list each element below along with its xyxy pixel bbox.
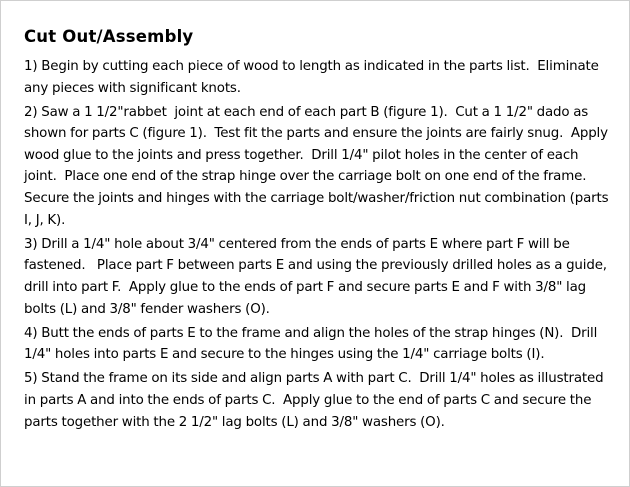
instruction-step: 4) Butt the ends of parts E to the frame and align the holes of the strap hinges (N). Drill 1/4" holes into parts E and secure to the hinges using the 1/4" carriage bolts (I). (24, 325, 602, 363)
instruction-step: 3) Drill a 1/4" hole about 3/4" centered from the ends of parts E where part F will be fastened. Place part F between parts E and using the previously drilled holes as a guide, drill into part F. Apply glue to the ends of part F and secure parts E and F with 3/8" lag bolts (L) and 3/8" fender washers (O). (24, 236, 611, 317)
page-title: Cut Out/Assembly (24, 27, 194, 46)
instruction-step: 5) Stand the frame on its side and align parts A with part C. Drill 1/4" holes as illustrated in parts A and into the ends of parts C. Apply glue to the end of parts C and secure the parts together with the 2 1/2" lag bolts (L) and 3/8" washers (O). (24, 371, 608, 430)
instruction-step-list (24, 56, 617, 433)
instruction-step: 2) Saw a 1 1/2"rabbet joint at each end of each part B (figure 1). Cut a 1 1/2" dado as shown for parts C (figure 1). Test fit the parts and ensure the joints are fairly snug. Apply wood glue to the joints and press together. Drill 1/4" pilot holes in the center of each joint. Place one end of the strap hinge over the carriage bolt on one end of the frame. Secure the joints and hinges with the carriage bolt/washer/friction nut combination (parts I, J, K). (24, 104, 617, 228)
instruction-step: 1) Begin by cutting each piece of wood to length as indicated in the parts list. Eliminate any pieces with significant knots. (24, 59, 603, 96)
